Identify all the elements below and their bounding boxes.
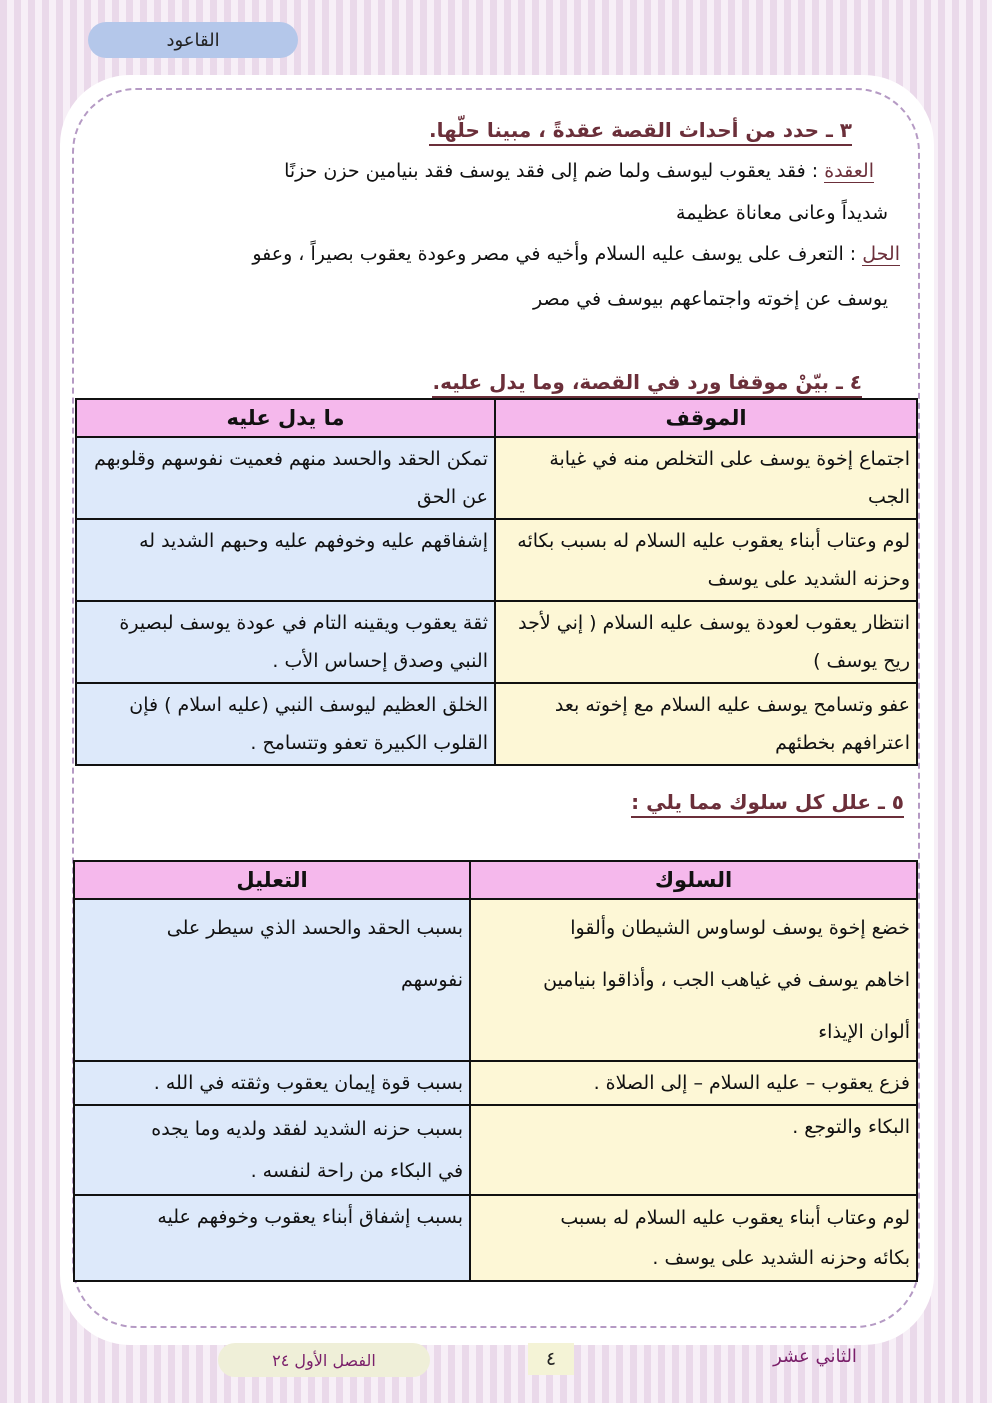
q3-knot-line2: شديداً وعانى معاناة عظيمة [676, 202, 888, 224]
table-row [76, 519, 917, 601]
col-stance-header: الموقف [495, 399, 917, 437]
stance-cell: لوم وعتاب أبناء يعقوب عليه السلام له بسبب بكائه وحزنه الشديد على يوسف [495, 519, 917, 601]
col-behavior-header: السلوك [470, 861, 917, 899]
term-label: الفصل الأول ٢٤ [272, 1350, 376, 1370]
reason-cell [74, 1105, 470, 1195]
stance-table [75, 398, 918, 766]
q3-solution-line2: يوسف عن إخوته واجتماعهم بيوسف في مصر [533, 288, 888, 310]
behavior-cell [470, 1195, 917, 1281]
stance-cell: انتظار يعقوب لعودة يوسف عليه السلام ( إني لأجد ريح يوسف ) [495, 601, 917, 683]
reason-cell [74, 1061, 470, 1105]
behavior-cell [470, 1105, 917, 1195]
reason-line: في البكاء من راحة لنفسه . [250, 1160, 464, 1182]
reason-cell [74, 1195, 470, 1281]
table-row [74, 1061, 917, 1105]
q3-solution-line1 [252, 243, 900, 265]
meaning-cell: ثقة يعقوب ويقينه التام في عودة يوسف لبصيرة النبي وصدق إحساس الأب . [76, 601, 495, 683]
table-row [74, 1105, 917, 1195]
behavior-line: ألوان الإيذاء [818, 1021, 910, 1043]
behavior-line: خضع إخوة يوسف لوساوس الشيطان وألقوا [570, 917, 910, 939]
reason-line: بسبب إشفاق أبناء يعقوب وخوفهم عليه [157, 1206, 464, 1228]
reason-cell [74, 899, 470, 1061]
behavior-line: لوم وعتاب أبناء يعقوب عليه السلام له بسبب [560, 1207, 910, 1229]
table-row [74, 899, 917, 1061]
knot-text: : فقد يعقوب ليوسف ولما ضم إلى فقد يوسف فقد بنيامين حزن حزنًا [284, 160, 825, 182]
meaning-cell: الخلق العظيم ليوسف النبي (عليه اسلام ) فإن القلوب الكبيرة تعفو وتتسامح . [76, 683, 495, 765]
q4-heading: ٤ ـ بيّنْ موقفا ورد في القصة، وما يدل عليه. [432, 370, 862, 398]
q3-knot-line1 [284, 160, 874, 182]
behavior-line: فزع يعقوب – عليه السلام – إلى الصلاة . [593, 1072, 910, 1094]
behavior-line: اخاهم يوسف في غياهب الجب ، وأذاقوا بنيامين [543, 969, 910, 991]
reason-line: بسبب قوة إيمان يعقوب وثقته في الله . [153, 1072, 464, 1094]
behavior-cell [470, 899, 917, 1061]
table-row [76, 683, 917, 765]
stance-cell: اجتماع إخوة يوسف على التخلص منه في غيابة الجب [495, 437, 917, 519]
col-reason-header: التعليل [74, 861, 470, 899]
solution-label: الحل [862, 243, 900, 265]
reason-line: بسبب الحقد والحسد الذي سيطر على [166, 917, 464, 939]
behavior-line: بكائه وحزنه الشديد على يوسف . [652, 1247, 910, 1269]
meaning-cell: تمكن الحقد والحسد منهم فعميت نفوسهم وقلوبهم عن الحق [76, 437, 495, 519]
table-row [76, 437, 917, 519]
reason-line: بسبب حزنه الشديد لفقد ولديه وما يجده [151, 1118, 464, 1140]
solution-text: : التعرف على يوسف عليه السلام وأخيه في مصر وعودة يعقوب بصيراً ، وعفو [252, 243, 863, 265]
q5-heading: ٥ ـ علل كل سلوك مما يلي : [631, 790, 904, 818]
author-badge [88, 22, 298, 58]
col-meaning-header: ما يدل عليه [76, 399, 495, 437]
behavior-cell [470, 1061, 917, 1105]
table-row [76, 601, 917, 683]
meaning-cell: إشفاقهم عليه وخوفهم عليه وحبهم الشديد له [76, 519, 495, 601]
table-row [74, 1195, 917, 1281]
reason-line: نفوسهم [401, 969, 464, 991]
term-badge [218, 1343, 430, 1377]
behavior-table [73, 860, 918, 1282]
knot-label: العقدة [824, 160, 874, 182]
author-name: القاعود [166, 29, 220, 51]
q3-heading: ٣ ـ حدد من أحداث القصة عقدةً ، مبينا حلّها. [429, 118, 852, 146]
page-number: ٤ [528, 1343, 574, 1375]
grade-label: الثاني عشر [773, 1346, 857, 1367]
stance-cell: عفو وتسامح يوسف عليه السلام مع إخوته بعد اعترافهم بخطئهم [495, 683, 917, 765]
behavior-line: البكاء والتوجع . [792, 1116, 910, 1138]
